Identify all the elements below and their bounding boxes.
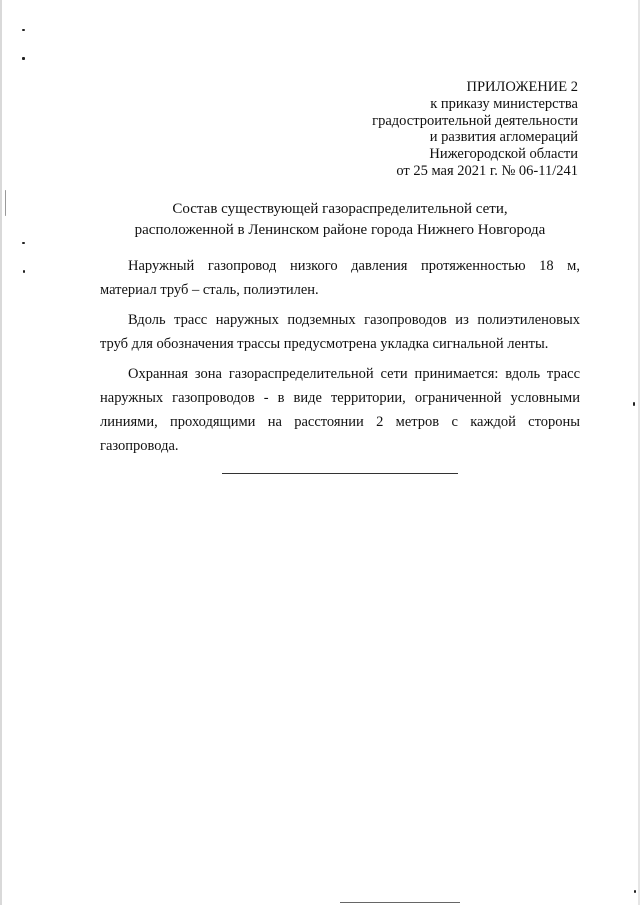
title-line: Состав существующей газораспределительной сети,	[172, 201, 508, 217]
scan-speck	[633, 402, 635, 406]
paragraph-protection-zone: Охранная зона газораспределительной сети принимается: вдоль трасс наружных газопроводов - в виде территории, ограниченной условными линиями, проходящими на расстоянии 2 метров с каждой стороны газопровода.	[100, 366, 580, 454]
paragraph-signal-tape: Вдоль трасс наружных подземных газопроводов из полиэтиленовых труб для обозначения трассы предусмотрена укладка сигнальной ленты.	[100, 312, 580, 352]
region-name-line: Нижегородской области	[429, 146, 578, 163]
appendix-label: ПРИЛОЖЕНИЕ 2	[466, 79, 578, 95]
document-body	[100, 254, 580, 464]
ministry-name-line: и развития агломераций	[429, 129, 578, 146]
bottom-edge-line	[340, 902, 460, 903]
appendix-header	[298, 79, 578, 180]
scan-edge-left	[0, 0, 2, 905]
scan-speck	[22, 242, 25, 244]
ministry-name-line: градостроительной деятельности	[372, 112, 578, 129]
order-date-number: от 25 мая 2021 г. № 06-11/241	[396, 162, 578, 179]
scan-speck	[5, 190, 6, 216]
scan-speck	[634, 890, 636, 893]
scan-speck	[22, 29, 25, 31]
document-title	[80, 199, 600, 241]
order-reference-line: к приказу министерства	[430, 95, 578, 112]
paragraph-pipeline-length: Наружный газопровод низкого давления протяженностью 18 м, материал труб – сталь, полиэтилен.	[100, 258, 580, 298]
title-line: расположенной в Ленинском районе города Нижнего Новгорода	[134, 222, 546, 238]
scan-speck	[22, 57, 25, 60]
end-separator-line	[222, 473, 458, 474]
scan-speck	[23, 270, 25, 273]
